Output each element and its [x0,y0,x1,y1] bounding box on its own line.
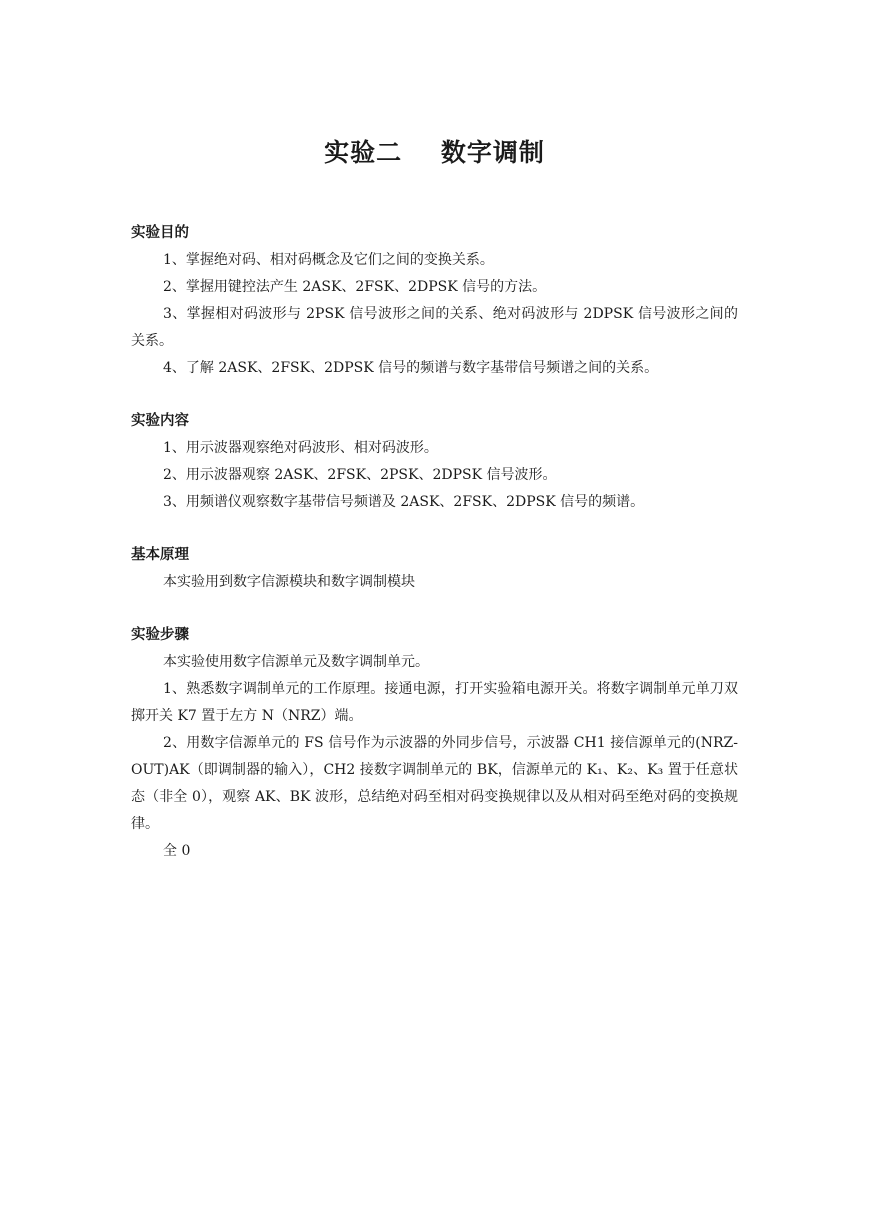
paragraph: 3、用频谱仪观察数字基带信号频谱及 2ASK、2FSK、2DPSK 信号的频谱。 [163,494,645,510]
section-heading: 实验目的 [131,225,189,241]
page-title: 实验二 数字调制 [324,138,545,167]
paragraph: 2、用示波器观察 2ASK、2FSK、2PSK、2DPSK 信号波形。 [163,467,557,483]
section-heading: 基本原理 [131,547,189,563]
section-contents [131,408,738,516]
paragraph: 全 0 [163,843,191,859]
section-steps [131,622,738,865]
section-heading: 实验内容 [131,413,189,429]
section-principles [131,542,738,596]
paragraph: 1、掌握绝对码、相对码概念及它们之间的变换关系。 [163,252,494,268]
paragraph: 2、用数字信源单元的 FS 信号作为示波器的外同步信号，示波器 CH1 接信源单元的(NRZ-OUT)AK（即调制器的输入），CH2 接数字调制单元的 BK，信源单元的 K₁、K₂、K₃ 置于任意状态（非全 0），观察 AK、BK 波形，总结绝对码至相对码变换规律以及从相对码至绝对码的变换规律。 [131,735,738,832]
paragraph: 3、掌握相对码波形与 2PSK 信号波形之间的关系、绝对码波形与 2DPSK 信号波形之间的关系。 [131,306,738,349]
paragraph: 1、熟悉数字调制单元的工作原理。接通电源，打开实验箱电源开关。将数字调制单元单刀双掷开关 K7 置于左方 N（NRZ）端。 [131,681,738,724]
paragraph: 1、用示波器观察绝对码波形、相对码波形。 [163,440,438,456]
section-objectives [131,220,738,382]
paragraph: 本实验用到数字信源模块和数字调制模块 [163,574,415,590]
document-body [131,220,738,891]
paragraph: 2、掌握用键控法产生 2ASK、2FSK、2DPSK 信号的方法。 [163,279,547,295]
paragraph: 4、了解 2ASK、2FSK、2DPSK 信号的频谱与数字基带信号频谱之间的关系。 [163,360,659,376]
section-heading: 实验步骤 [131,627,189,643]
paragraph: 本实验使用数字信源单元及数字调制单元。 [163,654,429,670]
